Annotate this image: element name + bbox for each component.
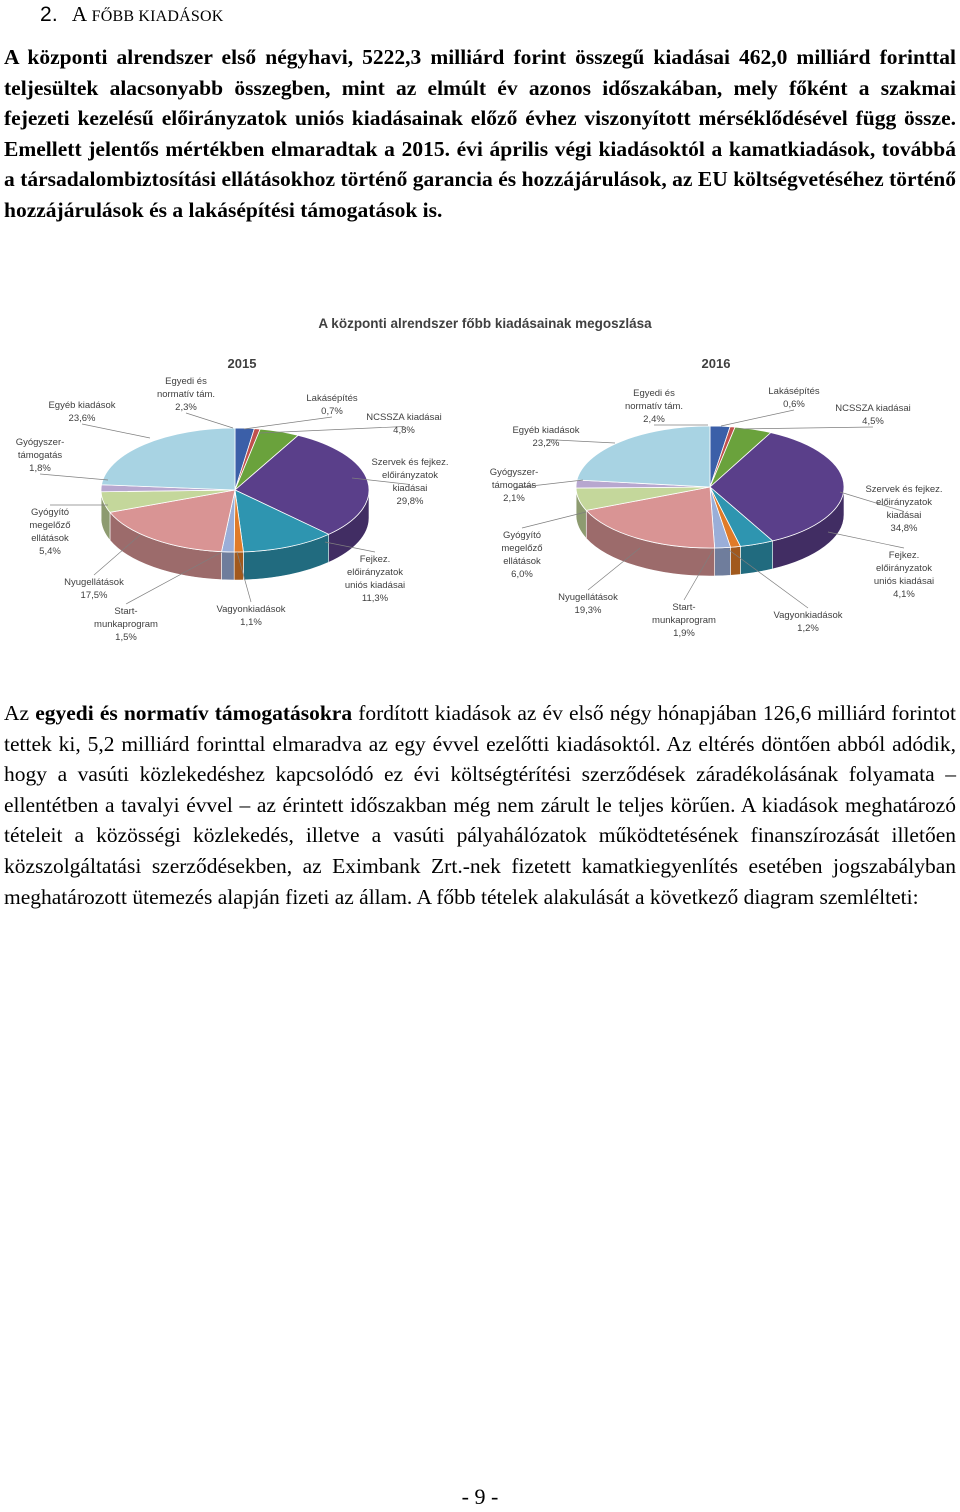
- section-title-initial: A: [71, 2, 87, 26]
- pie-leader-2015-9: [40, 474, 108, 480]
- pie-side-2016-6: [715, 547, 731, 576]
- pie-label-2016-8: Gyógyító megelőző ellátások 6,0%: [501, 530, 543, 580]
- pie-label-2016-7: Nyugellátások 19,3%: [558, 592, 618, 616]
- pie-label-2016-4: Fejkez. előirányzatok uniós kiadásai 4,1%: [873, 550, 935, 600]
- pie-label-2015-2: NCSSZA kiadásai 4,8%: [366, 412, 442, 436]
- pie-leader-2015-0: [186, 413, 233, 428]
- pie-label-2015-8: Gyógyító megelőző ellátások 5,4%: [29, 507, 71, 557]
- pie-leader-2015-10: [82, 424, 150, 438]
- pie-label-2016-3: Szervek és fejkez. előirányzatok kiadásai 34,8%: [865, 484, 943, 534]
- pie-label-2015-4: Fejkez. előirányzatok uniós kiadásai 11,3%: [344, 554, 406, 604]
- pie-label-2016-5: Vagyonkiadások 1,2%: [773, 610, 843, 634]
- pie-label-2016-9: Gyógyszer-támogatás 2,1%: [489, 467, 539, 504]
- pie-2015: [101, 428, 369, 580]
- section-heading: [40, 2, 224, 27]
- pie-label-2015-10: Egyéb kiadások 23,6%: [48, 400, 116, 424]
- pie-year-2015: 2015: [227, 356, 257, 371]
- pie-label-2016-0: Egyedi és normatív tám. 2,4%: [624, 388, 684, 425]
- pie-leader-2016-1: [721, 410, 794, 426]
- pie-label-2015-5: Vagyonkiadások 1,1%: [216, 604, 286, 628]
- pie-leader-2015-1: [244, 417, 332, 429]
- pie-year-2016: 2016: [701, 356, 731, 371]
- pie-leader-2016-2: [736, 427, 873, 429]
- pie-label-2016-2: NCSSZA kiadásai 4,5%: [835, 403, 911, 427]
- pie-label-2015-3: Szervek és fejkez. előirányzatok kiadásai 29,8%: [371, 457, 449, 507]
- pie-chart-figure: [0, 300, 960, 660]
- pie-2016: [576, 426, 844, 576]
- pie-label-2015-9: Gyógyszer-támogatás 1,8%: [15, 437, 65, 474]
- pie-label-2015-1: Lakásépítés 0,7%: [306, 393, 358, 417]
- pie-side-2015-6: [222, 552, 235, 580]
- pie-label-2015-0: Egyedi és normatív tám. 2,3%: [156, 376, 216, 413]
- pie-label-2016-6: Start-munkaprogram 1,9%: [652, 602, 716, 639]
- section-number: 2.: [40, 3, 58, 26]
- pie-leader-2015-2: [260, 427, 404, 434]
- support-paragraph-start: Az: [4, 701, 36, 725]
- pie-side-2015-5: [234, 552, 243, 580]
- pie-side-2016-5: [731, 546, 741, 575]
- pie-label-2016-1: Lakásépítés 0,6%: [768, 386, 820, 410]
- pie-label-2016-10: Egyéb kiadások 23,2%: [512, 425, 580, 449]
- support-paragraph: [4, 698, 956, 912]
- pie-label-2015-7: Nyugellátások 17,5%: [64, 577, 124, 601]
- pie-slice-2016-10: [577, 426, 710, 487]
- pie-slice-2015-10: [101, 428, 235, 490]
- section-title-rest: FŐBB KIADÁSOK: [91, 8, 224, 25]
- intro-paragraph: A központi alrendszer első négyhavi, 5222,3 milliárd forint összegű kiadásai 462,0 milliárd forinttal teljesültek alacsonyabb összegben, mint az elmúlt év azonos időszakában, mely főként a szakmai fejezeti kezelésű előirányzatok uniós kiadásainak előző évhez viszonyított mérséklődésével függ össze. Emellett jelentős mértékben elmaradtak a 2015. évi április végi kiadásoktól a kamatkiadások, továbbá a társadalombiztosítási ellátásokhoz történő garancia és hozzájárulások, az EU költségvetéséhez történő hozzájárulások és a lakásépítési támogatások is.: [4, 45, 956, 222]
- page-number: - 9 -: [461, 1484, 499, 1509]
- pie-label-2015-6: Start-munkaprogram 1,5%: [94, 606, 158, 643]
- support-paragraph-bold: egyedi és normatív támogatásokra: [35, 701, 353, 725]
- chart-title: A központi alrendszer főbb kiadásainak megoszlása: [318, 316, 652, 331]
- support-paragraph-rest: fordított kiadások az év első négy hónapjában 126,6 milliárd forintot tettek ki, 5,2 milliárd forinttal elmaradva az egy évvel ezelőtti kiadásoktól. Az eltérés döntően abból adódik, hogy a vasúti közlekedéshez kapcsolódó ez évi költségtérítési szerződések záradékolásának folyamata – ellentétben a tavalyi évvel – az érintett időszakban még nem zárult le teljes körűen. A kiadások meghatározó tételeit a közösségi közlekedés, illetve a vasúti pályahálózatok működtetésének finanszírozását illetően közszolgáltatási szerződésekben, az Eximbank Zrt.-nek fizetett kamatkiegyenlítés esetében jogszabályban meghatározott ütemezés alapján fizeti az állam. A főbb tételek alakulását a következő diagram szemlélteti:: [4, 701, 956, 909]
- pie-leader-2016-4: [828, 532, 904, 548]
